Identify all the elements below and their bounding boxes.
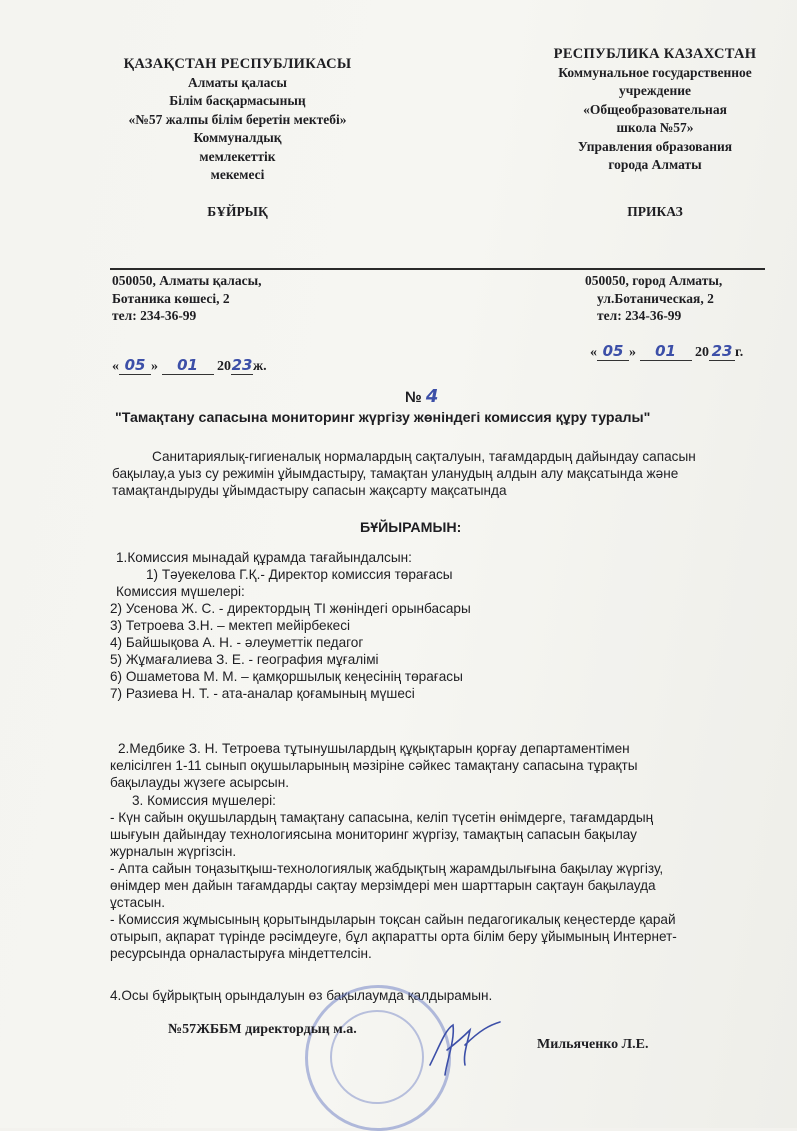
item3-line: шығуын дайындау технологиясына мониторинг жүргізу, тамақтың сапасын бақылау (110, 827, 637, 842)
signature-position: №57ЖББМ директордың м.а. (168, 1022, 357, 1037)
order-heading: БҰЙЫРАМЫН: (360, 520, 462, 536)
member-line: 2) Усенова Ж. С. - директордың ТІ жөніндегі орынбасары (110, 601, 471, 616)
address-right-line2: ул.Ботаническая, 2 (597, 290, 714, 306)
address-left-line1: 050050, Алматы қаласы, (112, 273, 262, 288)
item3-line: отырып, ақпарат түрінде рәсімдеуге, бұл ақпаратты орта білім беру ұйымының Интернет- (110, 929, 677, 944)
item1 (110, 549, 471, 702)
item1-intro: 1.Комиссия мынадай құрамда тағайындалсын: (116, 550, 412, 565)
date-left-month: 01 (162, 356, 214, 375)
preamble-line: тамақтандыруды ұйымдастыру сапасын жақсарту мақсатында (112, 483, 507, 498)
document-title: "Тамақтану сапасына мониторинг жүргізу жөніндегі комиссия құру туралы" (115, 410, 651, 426)
address-right-line1: 050050, город Алматы, (585, 273, 723, 288)
item3-line: журналын жүргізсін. (110, 844, 237, 859)
header-left-type1: Коммуналдық (193, 130, 282, 145)
order-number-value: 4 (425, 386, 439, 407)
header-right-city: города Алматы (608, 157, 702, 172)
header-left-dept: Білім басқармасының (169, 93, 306, 108)
header-left-school: «№57 жалпы білім беретін мектебі» (128, 111, 347, 127)
item2-line: 2.Медбике З. Н. Тетроева тұтынушылардың құқықтарын қорғау департаментімен (118, 741, 630, 756)
header-right-org3: «Общеобразовательная (583, 101, 727, 117)
header-right-dept: Управления образования (577, 138, 733, 154)
item3-line: - Апта сайын тоңазытқыш-технологиялық жабдықтың жарамдылығына бақылау жүргізу, (110, 861, 664, 876)
date-right-month: 01 (640, 342, 692, 361)
preamble (112, 448, 696, 499)
header-right-order-word: ПРИКАЗ (627, 203, 683, 219)
item2 (110, 740, 637, 791)
address-right-line3: тел: 234-36-99 (597, 308, 682, 323)
item2-line: келісілген 1-11 сынып оқушыларының мәзіріне сәйкес тамақтану сапасына тұрақты (110, 758, 638, 773)
item3-line: - Күн сайын оқушылардың тамақтану сапасына, келіп түсетін өнімдерге, тағамдардың (110, 810, 654, 825)
member-line: 3) Тетроева З.Н. – мектеп мейірбекесі (110, 618, 351, 633)
header-divider (110, 268, 765, 270)
item1-chair: 1) Тәуекелова Г.Қ.- Директор комиссия төрағасы (146, 567, 453, 582)
date-left-year: 23 (231, 356, 253, 374)
address-left-line2: Ботаника көшесі, 2 (112, 290, 230, 306)
date-right-day: 05 (597, 342, 629, 361)
date-left: « 05 » 01 2023ж. (112, 356, 267, 374)
member-line: 5) Жұмағалиева З. Е. - география мұғалімі (110, 652, 379, 667)
address-left (112, 272, 262, 325)
preamble-line: бақылау,а уыз су режимін ұйымдастыру, тамақтан уланудың алдын алу мақсатында және (112, 466, 679, 481)
header-right-org1: Коммунальное государственное (558, 64, 752, 80)
header-left-city: Алматы қаласы (188, 74, 287, 90)
address-left-line3: тел: 234-36-99 (112, 308, 197, 323)
header-right-org4: школа №57» (616, 120, 694, 135)
header-left (95, 55, 380, 221)
item3-line: өнімдер мен дайын тағамдарды сақтау мерзімдері мен шарттарын сақтаун бақылауда (110, 878, 656, 893)
item2-line: бақылауды жүзеге асырсын. (110, 775, 289, 790)
date-right-year: 23 (709, 342, 735, 361)
address-right (585, 272, 722, 325)
signature-name: Мильяченко Л.Е. (537, 1037, 649, 1052)
member-line: 6) Ошаметова М. М. – қамқоршылық кеңесінің төрағасы (110, 669, 463, 684)
member-line: 7) Разиева Н. Т. - ата-аналар қоғамының мүшесі (110, 686, 415, 701)
header-left-type3: мекемесі (210, 167, 265, 182)
item1-members-label: Комиссия мүшелері: (116, 584, 245, 599)
date-left-day: 05 (119, 356, 151, 375)
order-number: № 4 (405, 386, 439, 407)
item3-line: - Комиссия жұмысының қорытындыларын тоқсан сайын педагогикалық кеңестерде қарай (110, 912, 676, 927)
preamble-line: Санитариялық-гигиеналық нормалардың сақталуын, тағамдардың дайындау сапасын (152, 449, 696, 464)
item3-line: ұстасын. (110, 895, 166, 910)
member-line: 4) Байшықова А. Н. - әлеуметтік педагог (110, 635, 364, 650)
header-right-org2: учреждение (618, 83, 692, 98)
item3-heading: 3. Комиссия мүшелері: (132, 793, 276, 808)
header-left-order-word: БҰЙРЫҚ (207, 203, 268, 219)
item4: 4.Осы бұйрықтың орындалуын өз бақылаумда қалдырамын. (110, 988, 493, 1003)
item3 (110, 792, 677, 962)
header-right-country: РЕСПУБЛИКА КАЗАХСТАН (553, 46, 757, 62)
signature-icon (425, 1010, 505, 1080)
header-left-country: ҚАЗАҚСТАН РЕСПУБЛИКАСЫ (123, 56, 352, 72)
date-right: « 05 » 01 20 23 г. (590, 342, 744, 360)
header-left-type2: мемлекеттік (199, 148, 276, 164)
item3-line: ресурсында орналастыруға міндеттелсін. (110, 946, 372, 961)
header-right (530, 45, 780, 221)
